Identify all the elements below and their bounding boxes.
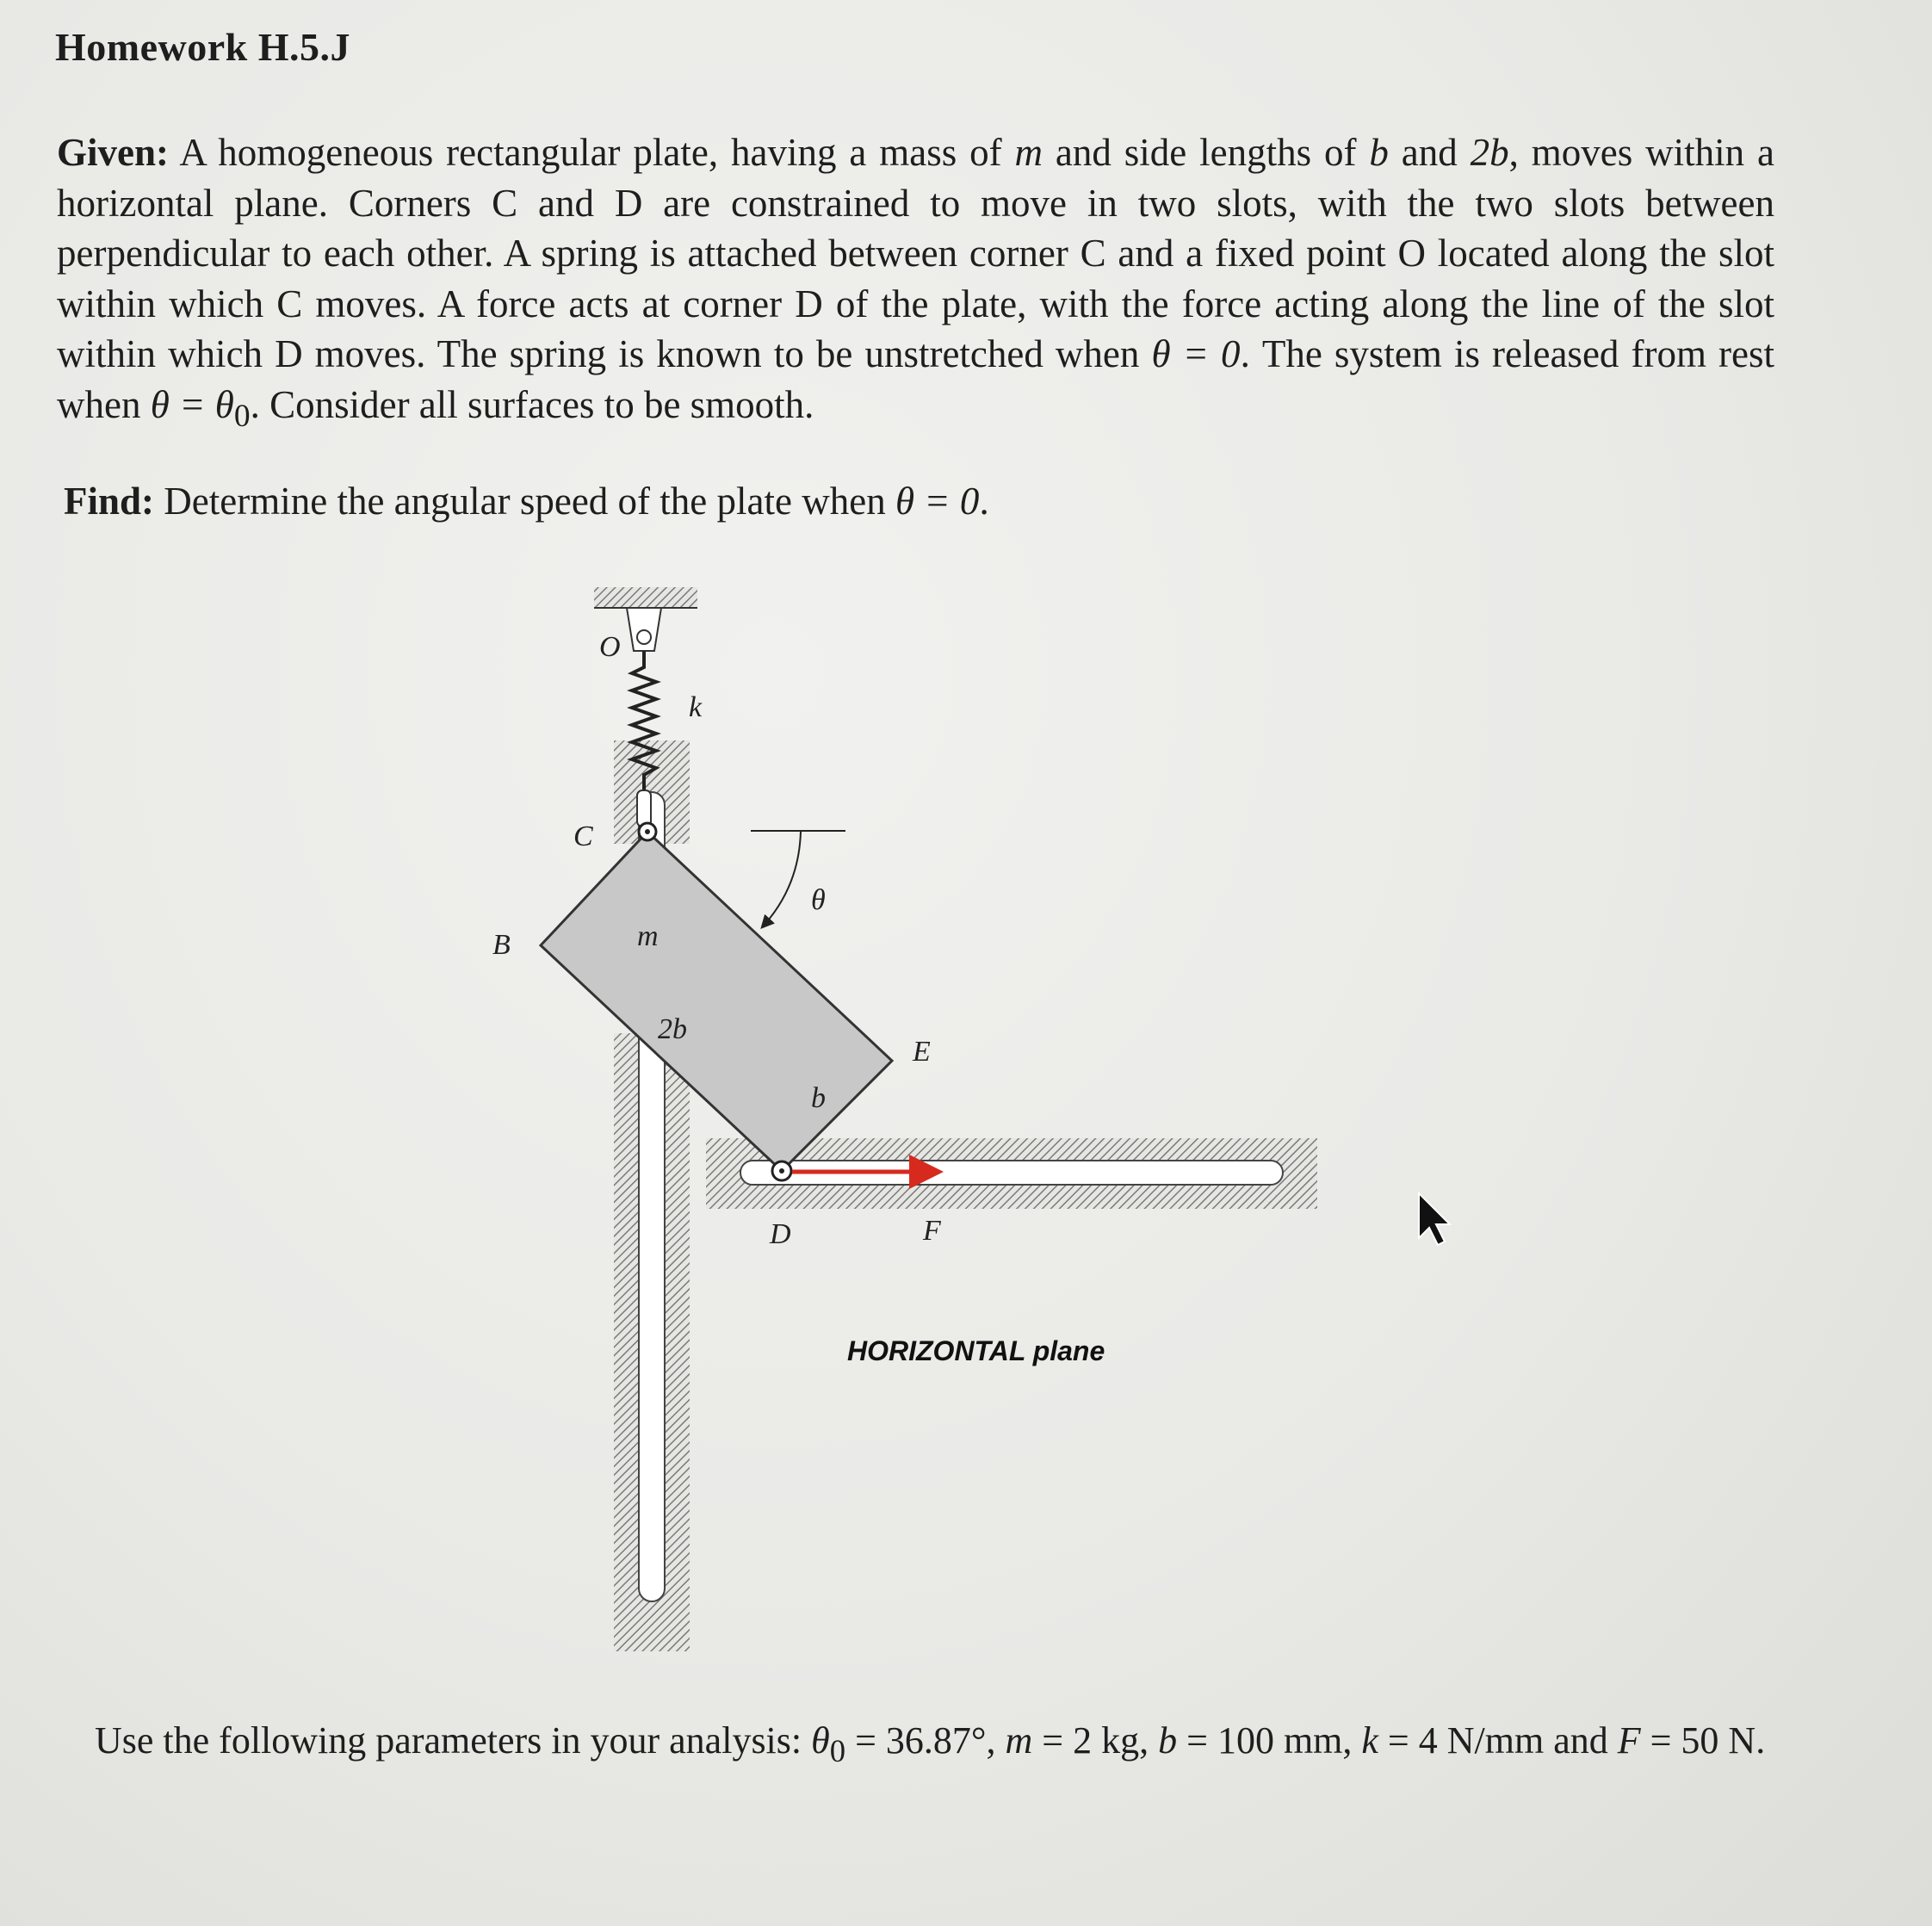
params-b: b: [1158, 1719, 1178, 1762]
params-theta0: θ: [811, 1719, 830, 1762]
given-text-1: A homogeneous rectangular plate, having a mass of: [179, 131, 1002, 174]
params-k-value: = 4 N/mm: [1387, 1719, 1545, 1762]
given-var-2b: 2b: [1470, 131, 1509, 174]
ceiling-hatch: [594, 587, 697, 608]
params-theta0-sub: 0: [829, 1732, 846, 1768]
params-k: k: [1361, 1719, 1378, 1762]
params-m-value: = 2 kg,: [1042, 1719, 1149, 1762]
label-b-corner: B: [492, 929, 511, 961]
find-text: Determine the angular speed of the plate when: [164, 480, 886, 523]
label-d: D: [770, 1218, 791, 1250]
given-eq-1: θ = 0: [1151, 332, 1241, 375]
label-c: C: [573, 821, 593, 852]
given-text-3: and: [1401, 131, 1458, 174]
given-var-b: b: [1369, 131, 1389, 174]
params-b-value: = 100 mm,: [1186, 1719, 1353, 1762]
pin-c-dot: [645, 829, 650, 834]
params-theta0-value: = 36.87°,: [855, 1719, 996, 1762]
pin-o: [637, 630, 651, 644]
given-eq-2: θ = θ: [150, 382, 234, 426]
given-var-m: m: [1014, 131, 1043, 174]
mouse-cursor-icon: [1419, 1193, 1450, 1245]
params-f: F: [1617, 1719, 1641, 1762]
label-e: E: [913, 1036, 931, 1068]
page-title: Homework H.5.J: [55, 25, 351, 69]
given-text-2: and side lengths of: [1055, 131, 1357, 174]
parameters-statement: [95, 1719, 1782, 1774]
plate: [541, 832, 892, 1171]
given-label: Given:: [57, 131, 169, 174]
label-f: F: [923, 1215, 941, 1247]
given-eq-2-sub: 0: [233, 398, 251, 434]
spring-end: [637, 790, 651, 827]
find-label: Find:: [64, 480, 155, 523]
label-k: k: [689, 691, 703, 723]
given-text-6: . Consider all surfaces to be smooth.: [250, 382, 814, 426]
label-m: m: [637, 920, 659, 952]
given-text-5: . The system is released from rest when: [57, 332, 1774, 426]
params-and: and: [1553, 1719, 1608, 1762]
params-lead: Use the following parameters in your analysis:: [95, 1719, 802, 1762]
given-text-4: , moves within a horizontal plane. Corners C and D are constrained to move in two slots, with the two slots between perpendicular to each other. A spring is attached between corner C and a fixed point O located along the slot within which C moves. A force acts at corner D of the plate, with the force acting along the line of the slot within which D moves. The spring is known to be unstretched when: [57, 131, 1775, 375]
label-o: O: [599, 631, 621, 663]
plane-label: HORIZONTAL plane: [847, 1335, 1105, 1366]
label-theta: θ: [811, 884, 826, 916]
params-f-value: = 50 N.: [1650, 1719, 1766, 1762]
theta-arc: [763, 832, 801, 926]
pin-d-dot: [779, 1168, 784, 1174]
label-b-side: b: [811, 1082, 826, 1114]
find-eq: θ = 0: [895, 480, 980, 523]
params-m: m: [1005, 1719, 1033, 1762]
label-2b: 2b: [658, 1013, 687, 1045]
find-end: .: [979, 480, 989, 523]
